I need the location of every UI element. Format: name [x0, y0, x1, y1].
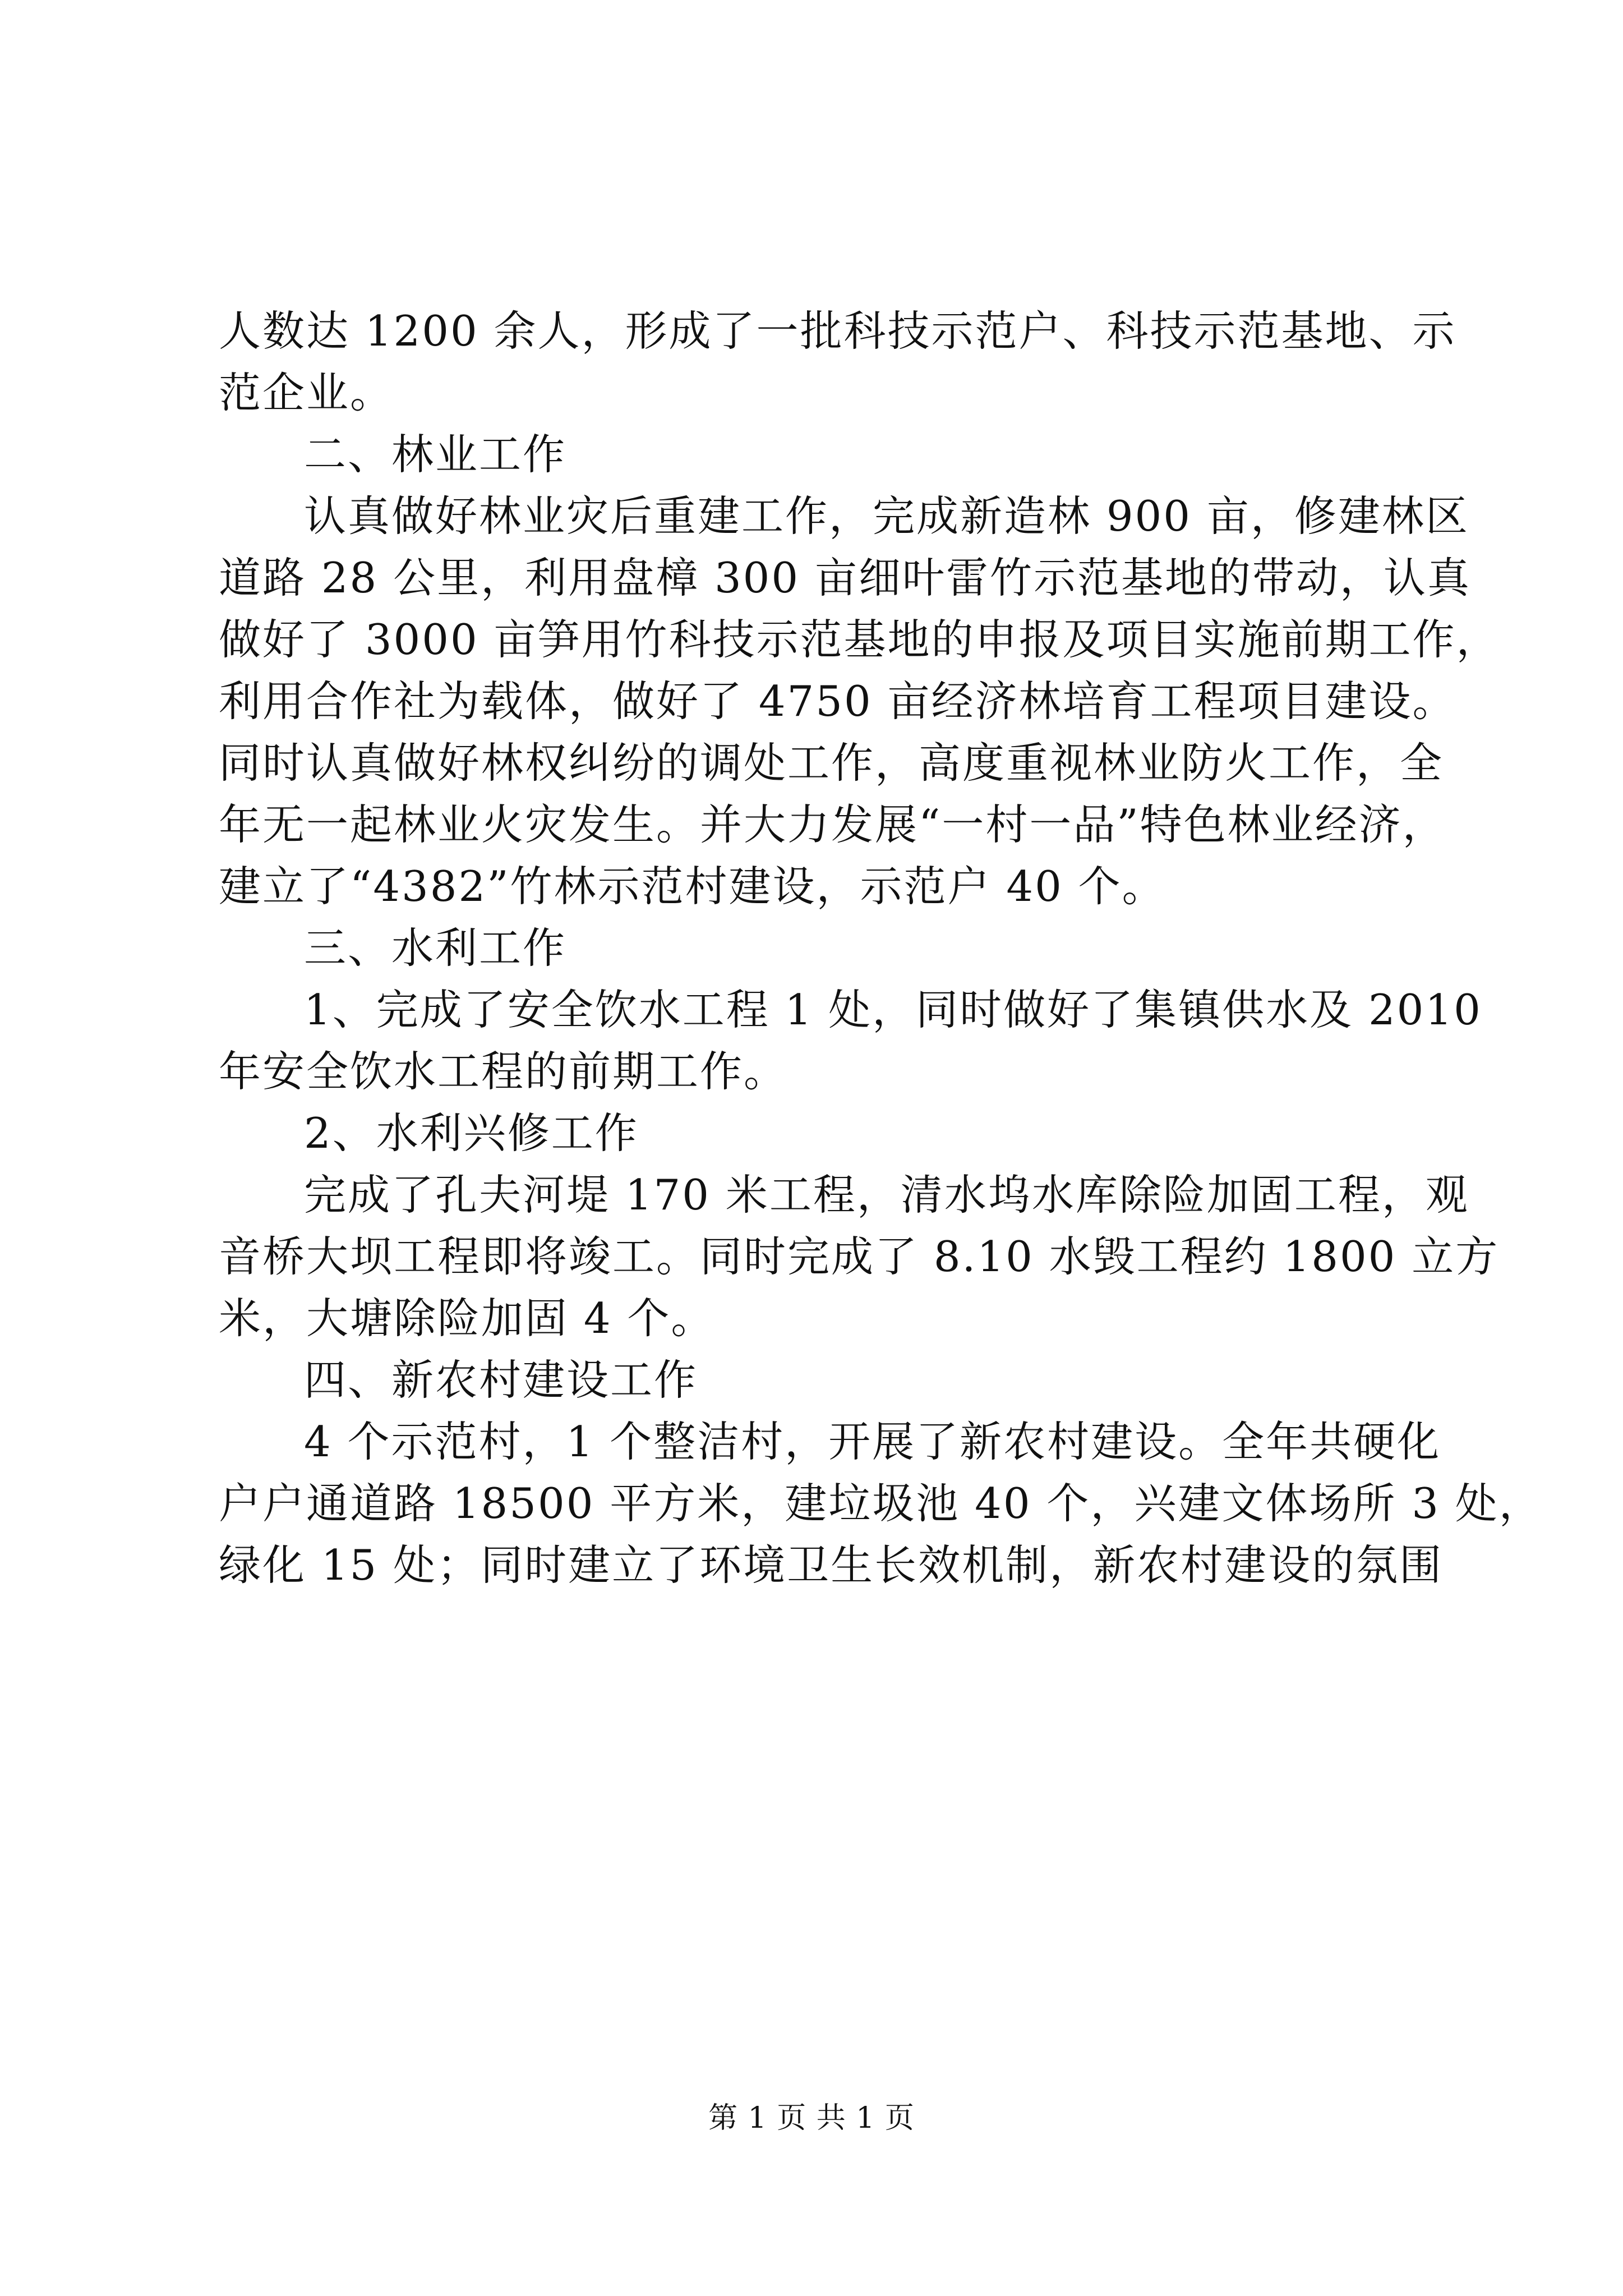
text-line: 认真做好林业灾后重建工作，完成新造林 900 亩，修建林区 — [304, 491, 1469, 541]
text-line: 户户通道路 18500 平方米，建垃圾池 40 个，兴建文体场所 3 处， — [219, 1479, 1543, 1528]
text-line: 同时认真做好林权纠纷的调处工作，高度重视林业防火工作，全 — [219, 738, 1444, 788]
text-line: 完成了孔夫河堤 170 米工程，清水坞水库除险加固工程，观 — [304, 1170, 1469, 1220]
text-line: 4 个示范村，1 个整洁村，开展了新农村建设。全年共硬化 — [304, 1417, 1441, 1466]
section-heading: 四、新农村建设工作 — [304, 1355, 698, 1405]
text-line: 绿化 15 处；同时建立了环境卫生长效机制，新农村建设的氛围 — [219, 1540, 1444, 1590]
text-line: 道路 28 公里，利用盘樟 300 亩细叶雷竹示范基地的带动，认真 — [219, 553, 1471, 602]
text-line: 利用合作社为载体，做好了 4750 亩经济林培育工程项目建设。 — [219, 677, 1456, 726]
text-line: 范企业。 — [219, 368, 394, 417]
text-line: 建立了“4382”竹林示范村建设，示范户 40 个。 — [219, 862, 1166, 911]
text-line: 人数达 1200 余人，形成了一批科技示范户、科技示范基地、示 — [219, 306, 1456, 356]
subsection-heading: 2、水利兴修工作 — [304, 1108, 639, 1158]
text-line: 年无一起林业火灾发生。并大力发展“一村一品”特色林业经济， — [219, 800, 1446, 849]
page-footer: 第 1 页 共 1 页 — [708, 2101, 915, 2135]
text-line: 1、完成了安全饮水工程 1 处，同时做好了集镇供水及 2010 — [304, 985, 1482, 1034]
text-line: 音桥大坝工程即将竣工。同时完成了 8.10 水毁工程约 1800 立方 — [219, 1232, 1500, 1281]
text-line: 米，大塘除险加固 4 个。 — [219, 1294, 715, 1343]
section-heading: 二、林业工作 — [304, 430, 567, 479]
text-line: 做好了 3000 亩笋用竹科技示范基地的申报及项目实施前期工作， — [219, 615, 1500, 664]
text-line: 年安全饮水工程的前期工作。 — [219, 1047, 788, 1096]
section-heading: 三、水利工作 — [304, 923, 567, 973]
